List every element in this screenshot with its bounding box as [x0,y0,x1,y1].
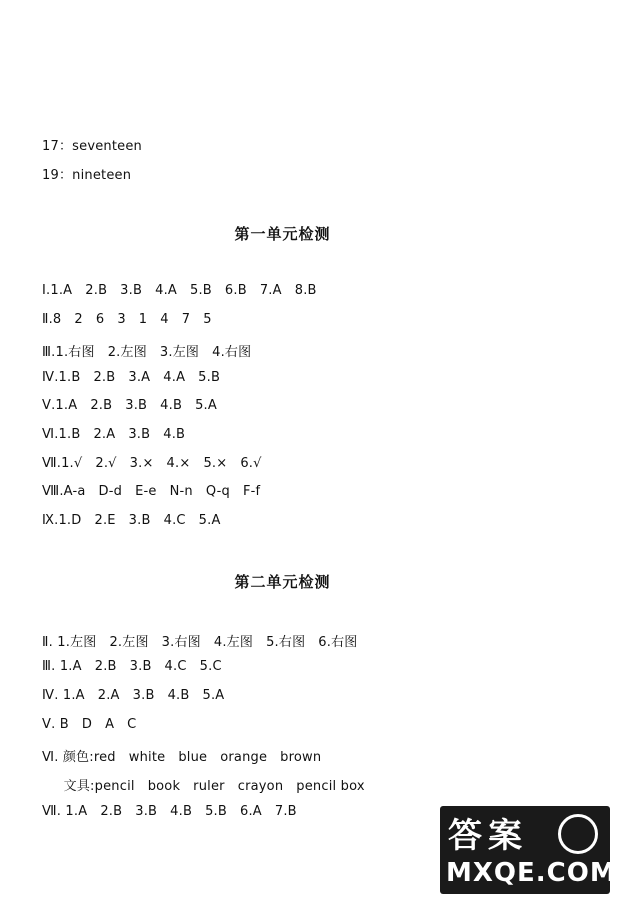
answer-line: Ⅰ.1.A 2.B 3.B 4.A 5.B 6.B 7.A 8.B [42,283,317,298]
answer-line: Ⅱ. 1.左图 2.左图 3.右图 4.左图 5.右图 6.右图 [42,635,358,650]
answer-line: 19：nineteen [42,168,132,183]
watermark-circle-icon [558,814,598,854]
answer-line: 文具:pencil book ruler crayon pencil box [42,779,365,794]
answer-line: Ⅵ.1.B 2.A 3.B 4.B [42,427,186,442]
answer-line: Ⅱ.8 2 6 3 1 4 7 5 [42,312,212,327]
answer-line: Ⅷ.A-a D-d E-e N-n Q-q F-f [42,484,261,499]
answer-line: Ⅲ.1.右图 2.左图 3.左图 4.右图 [42,345,252,360]
unit2-heading: 第二单元检测 [234,573,331,591]
watermark-logo [440,806,617,894]
answer-line: Ⅴ.1.A 2.B 3.B 4.B 5.A [42,398,217,413]
watermark-bottom-text: MXQE.COM [446,858,617,888]
answer-line: Ⅲ. 1.A 2.B 3.B 4.C 5.C [42,659,222,674]
answer-line: 17：seventeen [42,139,142,154]
answer-line: Ⅳ. 1.A 2.A 3.B 4.B 5.A [42,688,225,703]
answer-line: Ⅳ.1.B 2.B 3.A 4.A 5.B [42,370,221,385]
answer-line: Ⅶ.1.√ 2.√ 3.× 4.× 5.× 6.√ [42,456,262,471]
answer-line: Ⅸ.1.D 2.E 3.B 4.C 5.A [42,513,221,528]
watermark-top-text: 答案 [448,816,528,856]
answer-line: Ⅵ. 颜色:red white blue orange brown [42,750,322,765]
answer-line: Ⅴ. B D A C [42,717,137,732]
answer-line: Ⅶ. 1.A 2.B 3.B 4.B 5.B 6.A 7.B [42,804,297,819]
unit1-heading: 第一单元检测 [234,225,331,243]
